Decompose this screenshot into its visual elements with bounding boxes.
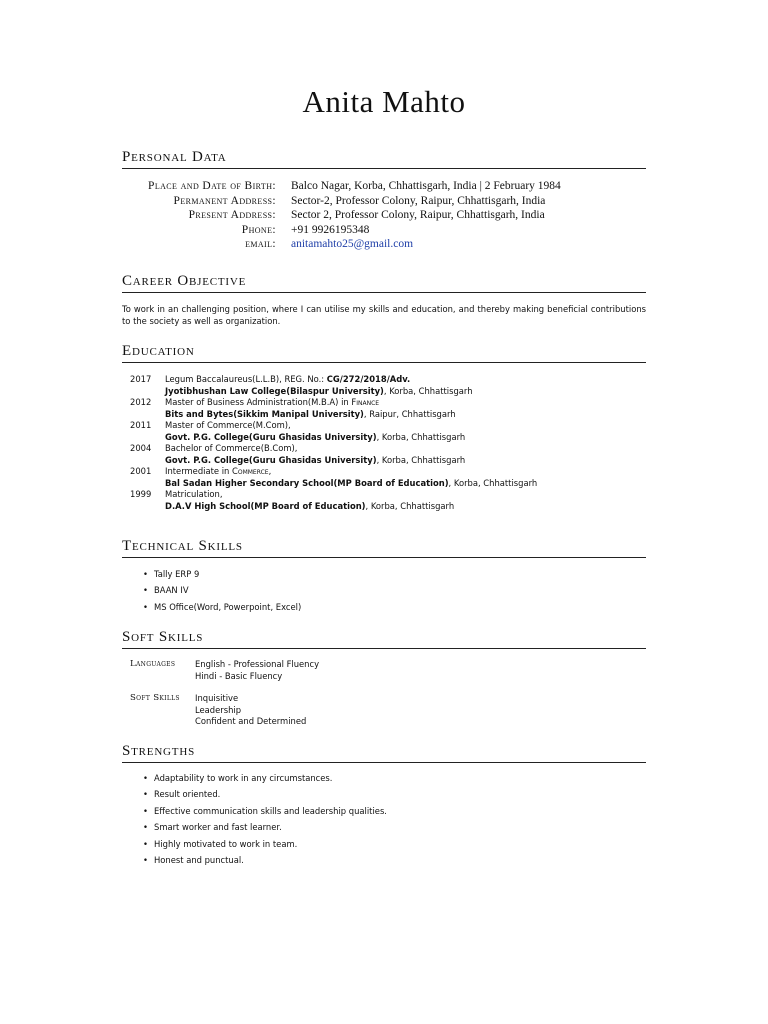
education-details: [165, 374, 473, 397]
section-title-career-objective: Career Objective: [122, 272, 646, 293]
list-item: English - Professional Fluency: [195, 659, 320, 669]
personal-row-email: [122, 237, 652, 252]
education-year: 1999: [130, 489, 152, 499]
institution-location: , Raipur, Chhattisgarh: [363, 408, 456, 419]
list-item: • Effective communication skills and leadership qualities.: [143, 805, 387, 821]
personal-row-phone: [122, 223, 652, 238]
personal-label: Phone:: [241, 223, 276, 236]
personal-value: +91 9926195348: [291, 223, 370, 236]
personal-value: Sector-2, Professor Colony, Raipur, Chhattisgarh, India: [291, 194, 546, 207]
institution: Govt. P.G. College(Guru Ghasidas University): [165, 431, 377, 442]
section-title-personal-data: Personal Data: [122, 148, 646, 169]
list-item: • Smart worker and fast learner.: [143, 821, 387, 837]
specialization: Commerce,: [232, 466, 272, 476]
list-item: • Adaptability to work in any circumstances.: [143, 772, 387, 788]
list-item: Inquisitive: [195, 693, 239, 703]
personal-row-present-address: [122, 208, 652, 223]
institution-location: , Korba, Chhattisgarh: [383, 385, 473, 396]
education-year: 2001: [130, 466, 152, 476]
list-item: • Result oriented.: [143, 788, 387, 804]
institution: Bits and Bytes(Sikkim Manipal University): [165, 408, 364, 419]
email-link[interactable]: anitamahto25@gmail.com: [291, 238, 414, 250]
institution: Govt. P.G. College(Guru Ghasidas University): [165, 454, 377, 465]
education-year: 2011: [130, 420, 152, 430]
section-title-education: Education: [122, 342, 646, 363]
list-item: Hindi - Basic Fluency: [195, 670, 283, 681]
candidate-name: Anita Mahto: [302, 84, 466, 119]
institution-location: , Korba, Chhattisgarh: [376, 431, 466, 442]
languages-list: [195, 659, 319, 682]
personal-row-permanent-address: [122, 194, 652, 209]
education-details: [165, 489, 454, 512]
education-details: [165, 397, 456, 420]
technical-skills-list: [143, 568, 301, 617]
personal-label: Permanent Address:: [173, 194, 276, 207]
institution: D.A.V High School(MP Board of Education): [165, 500, 366, 511]
personal-label: email:: [245, 238, 276, 250]
list-item: • Tally ERP 9: [143, 568, 301, 584]
list-item: • MS Office(Word, Powerpoint, Excel): [143, 601, 301, 617]
list-item: Confident and Determined: [195, 716, 307, 726]
list-item: • Highly motivated to work in team.: [143, 838, 387, 854]
degree: Master of Commerce(M.Com),: [165, 420, 291, 430]
education-details: [165, 443, 465, 466]
soft-skills-list: [195, 693, 306, 728]
education-year: 2017: [130, 374, 152, 384]
personal-label: Place and Date of Birth:: [148, 180, 276, 192]
registration-number: CG/272/2018/Adv.: [326, 374, 411, 384]
degree: Intermediate in: [165, 466, 232, 476]
list-item: Leadership: [195, 704, 242, 715]
education-details: [165, 466, 537, 489]
education-year: 2004: [130, 443, 152, 453]
section-title-strengths: Strengths: [122, 742, 646, 763]
personal-row-birth: [122, 179, 652, 194]
institution-location: , Korba, Chhattisgarh: [448, 477, 538, 488]
personal-value: Balco Nagar, Korba, Chhattisgarh, India | 2 February 1984: [291, 180, 561, 192]
strengths-list: [143, 772, 387, 870]
degree: Matriculation,: [165, 489, 223, 499]
institution: Bal Sadan Higher Secondary School(MP Board of Education): [165, 477, 449, 488]
languages-label: Languages: [130, 659, 176, 669]
institution-location: , Korba, Chhattisgarh: [376, 454, 466, 465]
personal-label: Present Address:: [188, 209, 276, 221]
list-item: • BAAN IV: [143, 584, 301, 600]
degree: Master of Business Administration(M.B.A) in: [165, 397, 352, 407]
section-title-soft-skills: Soft Skills: [122, 628, 646, 649]
section-title-technical-skills: Technical Skills: [122, 537, 646, 558]
career-objective-text: To work in an challenging position, where I can utilise my skills and education, and thereby making beneficial contributions to the society as well as organization.: [122, 304, 646, 326]
personal-value: Sector 2, Professor Colony, Raipur, Chhattisgarh, India: [291, 209, 545, 221]
education-year: 2012: [130, 397, 152, 407]
list-item: • Honest and punctual.: [143, 854, 387, 870]
specialization: Finance: [351, 397, 380, 407]
institution: Jyotibhushan Law College(Bilaspur University): [165, 385, 384, 396]
degree: Legum Baccalaureus(L.L.B), REG. No.:: [165, 374, 327, 384]
degree: Bachelor of Commerce(B.Com),: [165, 443, 298, 453]
institution-location: , Korba, Chhattisgarh: [365, 500, 455, 511]
education-details: [165, 420, 465, 443]
soft-skills-label: Soft Skills: [130, 693, 180, 703]
